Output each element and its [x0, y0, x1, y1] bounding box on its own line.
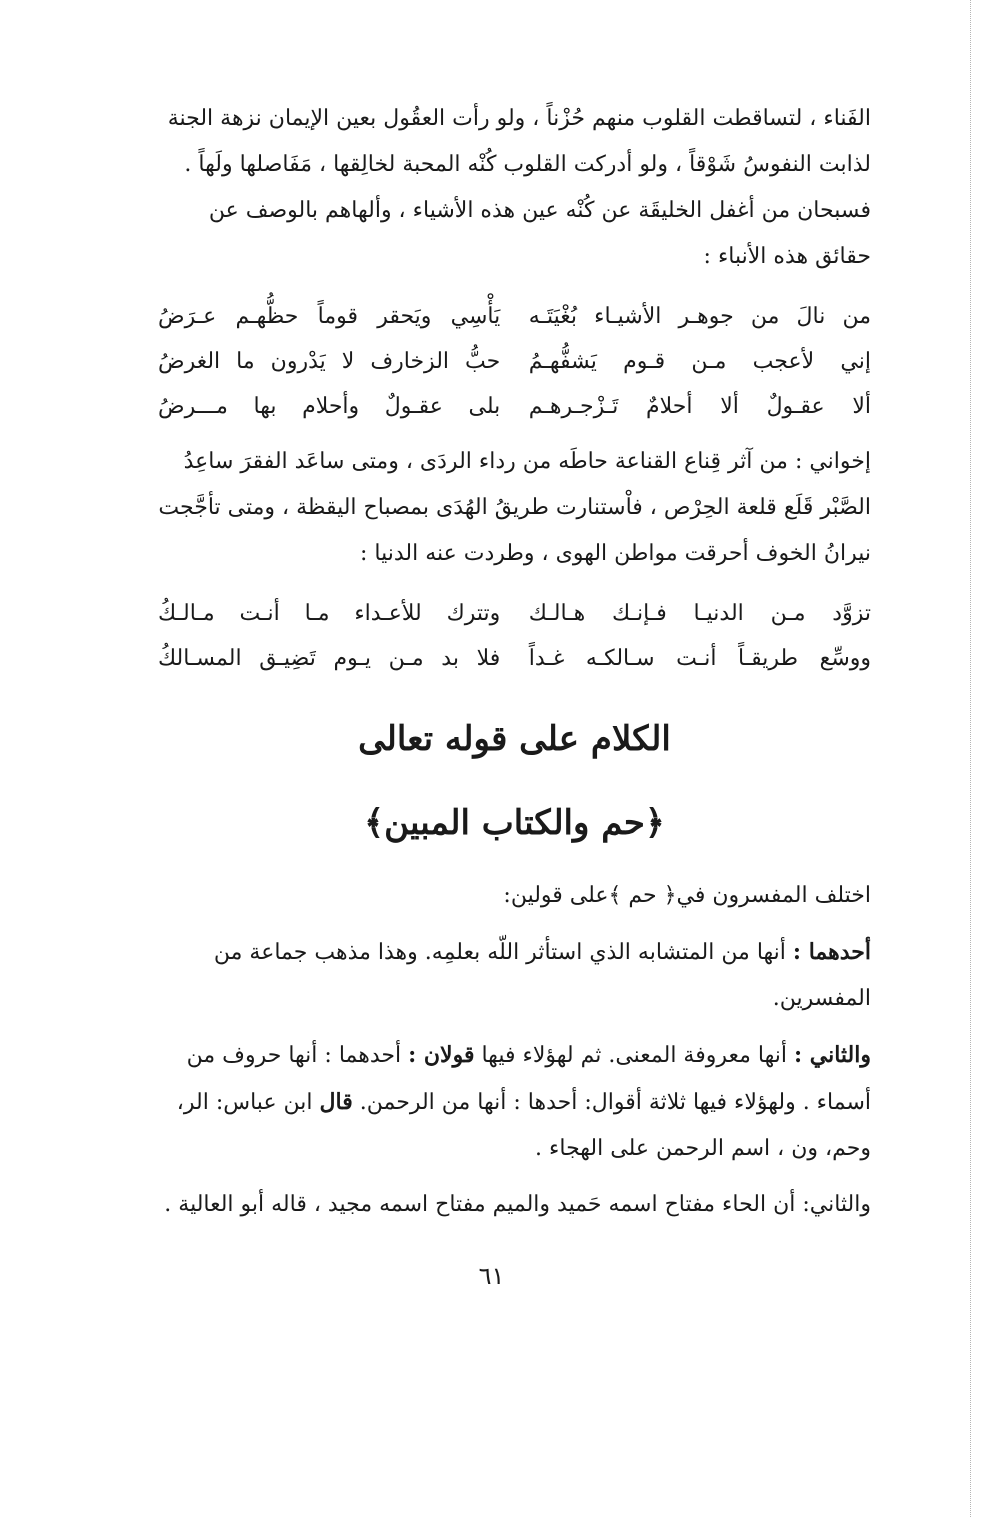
- body-paragraph-3-line-2: [158, 1079, 871, 1126]
- poem-2: [158, 591, 871, 681]
- lead-word: أحدهما :: [792, 939, 871, 965]
- body-paragraph-3-line-3: وحم، ون ، اسم الرحمن على الهجاء .: [535, 1136, 871, 1161]
- body-paragraph-4: والثاني: أن الحاء مفتاح اسمه حَميد والميم مفتاح اسمه مجيد ، قاله أبو العالية .: [164, 1192, 871, 1217]
- bold-word: قولان :: [408, 1042, 475, 1068]
- body-paragraph-2-line-2: المفسرين.: [772, 986, 871, 1011]
- intro-line-4: حقائق هذه الأنباء :: [703, 244, 871, 269]
- text-span: أحدهما : أنها حروف من: [186, 1043, 409, 1068]
- intro-line-1: الفَناء ، لتساقطت القلوب منهم حُزْناً ، ولو رأت العقُول بعين الإيمان نزهة الجنة: [167, 106, 871, 131]
- hemistich-first: إني لأعجب مـن قـوم يَشفُّهـمُ: [528, 349, 871, 374]
- hemistich-first: ووسِّع طريقـاً أنـت سـالكـه غـداً: [528, 646, 871, 671]
- intro-paragraph: [158, 96, 871, 280]
- hemistich-first: ألا عقـولٌ ألا أحلامٌ تَـزْجـرهـم: [528, 394, 871, 419]
- middle-line-3: نيرانُ الخوف أحرقت مواطن الهوى ، وطردت عنه الدنيا :: [359, 541, 871, 566]
- hemistich-second: وتترك للأعـداء مـا أنـت مـالـكُ: [158, 601, 501, 626]
- verse-heading: ﴿حم والكتاب المبين﴾: [364, 803, 665, 843]
- intro-line-3: فسبحان من أغفل الخليقَة عن كُنْه عين هذه الأشياء ، وألهاهم بالوصف عن: [208, 198, 871, 223]
- hemistich-first: من نالَ من جوهـر الأشيـاء بُغْيَتَـه: [528, 304, 871, 329]
- middle-line-2: الصَّبْر قَلَع قلعة الحِرْص ، فاْستنارت طريقُ الهُدَى بمصباح اليقظة ، ومتى تأجَّجت: [158, 495, 871, 520]
- poem-1: [158, 294, 871, 429]
- section-heading: الكلام على قوله تعالى: [358, 719, 671, 759]
- poem-1-verse: [158, 339, 871, 384]
- hemistich-second: حبُّ الزخارف لا يَدْرون ما الغرضُ: [158, 349, 501, 374]
- hemistich-second: فلا بد مـن يـوم تَضِيـق المسـالكُ: [158, 646, 501, 671]
- middle-line-1: إخواني : من آثر قِناع القناعة حاطَه من رداء الردَى ، ومتى ساعَد الفقرَ ساعِدُ: [183, 449, 871, 474]
- poem-2-verse: [158, 636, 871, 681]
- text-span: ابن عباس: الر،: [176, 1090, 320, 1115]
- poem-2-verse: [158, 591, 871, 636]
- lead-word: والثاني :: [793, 1042, 871, 1068]
- bold-word: قال: [319, 1089, 353, 1115]
- body-paragraph-1: اختلف المفسرون في﴿ حم ﴾على قولين:: [503, 883, 871, 908]
- hemistich-first: تزوَّد مـن الدنيـا فـإنـك هـالـك: [528, 601, 871, 626]
- poem-1-verse: [158, 294, 871, 339]
- text-span: أسماء . ولهؤلاء فيها ثلاثة أقوال: أحدها : أنها من الرحمن.: [352, 1090, 871, 1115]
- middle-paragraph: [158, 439, 871, 577]
- text-span: أنها من المتشابه الذي استأثر اللّه بعلمِه. وهذا مذهب جماعة من: [213, 940, 793, 965]
- hemistich-second: يَأْسِي ويَحقر قوماً حظُّهـم عـرَضُ: [158, 304, 501, 329]
- hemistich-second: بلى عقـولٌ وأحلام بها مـــرضُ: [158, 394, 501, 419]
- text-span: أنها معروفة المعنى. ثم لهؤلاء فيها: [474, 1043, 794, 1068]
- page-number: ٦١: [478, 1262, 505, 1290]
- body-text: [158, 873, 871, 1228]
- poem-1-verse: [158, 384, 871, 429]
- intro-line-2: لذابت النفوسُ شَوْقاً ، ولو أدركت القلوب كُنْه المحبة لخالِقها ، مَفَاصلها ولَهاً .: [184, 152, 871, 177]
- body-paragraph-3-line-1: [158, 1032, 871, 1079]
- body-paragraph-2-line-1: [158, 929, 871, 976]
